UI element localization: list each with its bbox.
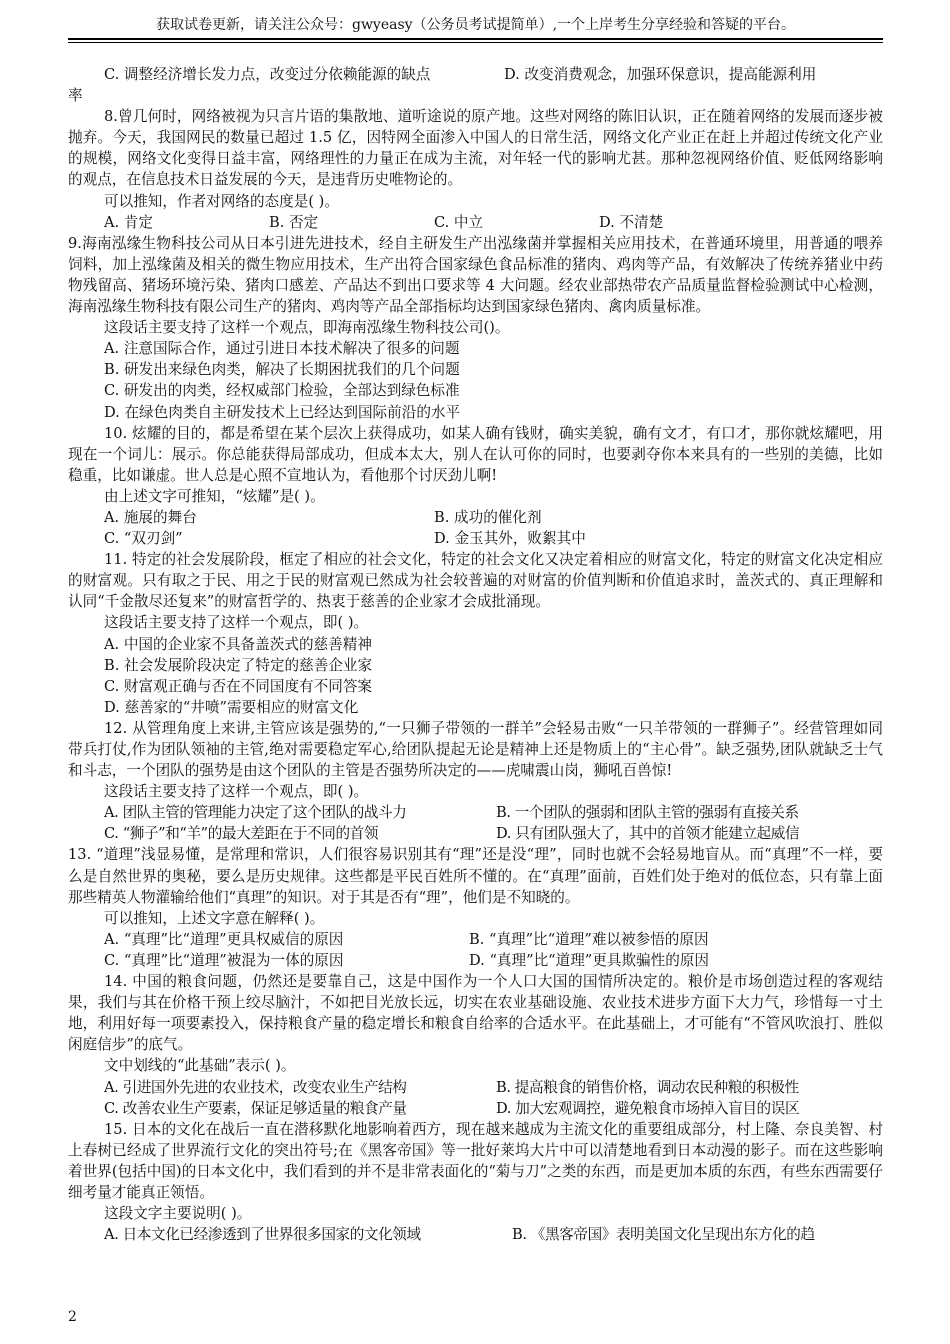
q9-option-b: B. 研发出来绿色肉类，解决了长期困扰我们的几个问题: [104, 361, 460, 379]
q11-option-d: D. 慈善家的“井喷”需要相应的财富文化: [104, 698, 359, 716]
q12-passage: 12. 从管理角度上来讲,主管应该是强势的,“一只狮子带领的一群羊”会轻易击败“一只羊带领的一群狮子”。经营管理如同带兵打仗,作为团队领袖的主管,绝对需要稳定军心,给团队提起无论是精神上还是物质上的“主心骨”。缺乏强势,团队就缺乏士气和斗志，一个团队的强势是由这个团队的主管是否强势所决定的——虎啸震山岗，狮吼百兽惊!: [68, 719, 883, 780]
page-header: 获取试卷更新，请关注公众号：gwyeasy（公务员考试提简单）,一个上岸考生分享经验和答疑的平台。: [155, 17, 796, 33]
q13-option-b: B. “真理”比“道理”难以被参悟的原因: [469, 930, 709, 948]
q12-options-row2: [68, 823, 883, 844]
q12-option-c: C. “狮子”和“羊”的最大差距在于不同的首领: [104, 825, 379, 843]
q9-option-c: C. 研发出的肉类，经权威部门检验，全部达到绿色标准: [104, 382, 460, 400]
q11-option-a: A. 中国的企业家不具备盖茨式的慈善精神: [104, 635, 372, 653]
q8-option-c: C. 中立: [434, 213, 484, 231]
q10-question: 由上述文字可推知，“炫耀”是( )。: [104, 487, 325, 505]
q13-option-a: A. “真理”比“道理”更具权威信的原因: [104, 930, 344, 948]
q14-option-b: B. 提高粮食的销售价格，调动农民种粮的积极性: [496, 1078, 799, 1096]
q11-passage: 11. 特定的社会发展阶段，框定了相应的社会文化，特定的社会文化又决定着相应的财富文化，特定的财富文化决定相应的财富观。只有取之于民、用之于民的财富观已然成为社会较普遍的对财富的价值判断和价值追求时，盖茨式的、真正理解和认同“千金散尽还复来”的财富哲学的、热衷于慈善的企业家才会成批涌现。: [68, 551, 883, 611]
q15-option-b: B. 《黑客帝国》表明美国文化呈现出东方化的趋: [512, 1226, 815, 1244]
q12-options-row1: [68, 802, 883, 823]
header-rule-thin: [68, 42, 883, 43]
q9-option-a: A. 注意国际合作，通过引进日本技术解决了很多的问题: [104, 340, 460, 358]
q9-question: 这段话主要支持了这样一个观点，即海南泓缘生物科技公司()。: [104, 319, 510, 337]
q12-question: 这段话主要支持了这样一个观点，即( )。: [104, 783, 369, 801]
q10-passage: 10. 炫耀的目的，都是希望在某个层次上获得成功，如某人确有钱财，确实美貌，确有文才，有口才，那你就炫耀吧，用现在一个词儿：展示。你总能获得局部成功，但成本太大，别人在认可你的同时，也要剥夺你本来具有的一些别的美德，比如稳重，比如谦虚。世人总是心照不宣地认为，看他那个讨厌劲儿啊!: [68, 424, 883, 484]
q14-options-row2: [68, 1098, 883, 1119]
q10-option-c: C. “双刃剑”: [104, 530, 183, 548]
q13-passage: 13. “道理”浅显易懂，是常理和常识，人们很容易识别其有“理”还是没“理”，同时也就不会轻易地盲从。而“真理”不一样，要么是自然世界的奥秘，要么是历史规律。这些都是平民百姓所不懂的。在“真理”面前，百姓们处于绝对的低位态，只有靠上面那些精英人物灌输给他们“真理”的知识。对于其是否有“理”，他们是不知晓的。: [68, 846, 883, 906]
q8-option-b: B. 否定: [269, 213, 319, 231]
q13-options-row2: [68, 950, 883, 971]
q11-option-b: B. 社会发展阶段决定了特定的慈善企业家: [104, 656, 373, 674]
q7-option-d-wrap: 率: [68, 87, 83, 105]
q8-option-d: D. 不清楚: [599, 213, 664, 231]
q9-passage: 9.海南泓缘生物科技公司从日本引进先进技术，经自主研发生产出泓缘菌并掌握相关应用技术，在普通环境里，用普通的喂养饲料，加上泓缘菌及相关的微生物应用技术，生产出符合国家绿色食品标准的猪肉、鸡肉等产品，有效解决了传统养猪业中药物残留高、猪场环境污染、猪肉口感差、产品达不到出口要求等 4 大问题。经农业部热带农产品质量监督检验测试中心检测，海南泓缘生物科技有限公司生产的猪肉、鸡肉等产品全部指标均达到国家绿色猪肉、禽肉质量标准。: [68, 234, 883, 316]
page-body: [68, 64, 883, 1245]
q8-option-a: A. 肯定: [104, 213, 154, 231]
q8-question: 可以推知，作者对网络的态度是( )。: [104, 192, 339, 210]
q15-passage: 15. 日本的文化在战后一直在潜移默化地影响着西方，现在越来越成为主流文化的重要组成部分，村上隆、奈良美智、村上春树已经成了世界流行文化的突出符号;在《黑客帝国》等一批好莱坞大片中可以清楚地看到日本动漫的影子。而在这些影响着世界(包括中国)的日本文化中，我们看到的并不是非常表面化的“菊与刀”之类的东西，而是更加本质的东西，有些东西需要仔细考量才能真正领悟。: [68, 1120, 883, 1201]
q9-option-d: D. 在绿色肉类自主研发技术上已经达到国际前沿的水平: [104, 403, 461, 421]
q13-question: 可以推知，上述文字意在解释( )。: [104, 909, 325, 927]
q12-option-d: D. 只有团队强大了，其中的首领才能建立起威信: [496, 825, 800, 843]
q14-option-a: A. 引进国外先进的农业技术，改变农业生产结构: [104, 1078, 407, 1096]
q11-option-c: C. 财富观正确与否在不同国度有不同答案: [104, 677, 373, 695]
q13-option-c: C. “真理”比“道理”被混为一体的原因: [104, 951, 344, 969]
q14-options-row1: [68, 1077, 883, 1098]
q15-question: 这段文字主要说明( )。: [104, 1205, 252, 1223]
q10-option-b: B. 成功的催化剂: [434, 508, 542, 526]
q12-option-a: A. 团队主管的管理能力决定了这个团队的战斗力: [104, 804, 407, 822]
page-number: 2: [68, 1309, 77, 1325]
q10-option-a: A. 施展的舞台: [104, 508, 197, 526]
q10-options-row1: [68, 507, 883, 528]
q10-option-d: D. 金玉其外，败絮其中: [434, 530, 586, 548]
q15-option-a: A. 日本文化已经渗透到了世界很多国家的文化领域: [104, 1226, 421, 1244]
q7-option-d: D. 改变消费观念，加强环保意识，提高能源利用: [504, 66, 817, 83]
q15-options-row1: [68, 1224, 883, 1245]
q7-option-c: C. 调整经济增长发力点，改变过分依赖能源的缺点: [104, 66, 431, 83]
q14-passage: 14. 中国的粮食问题，仍然还是要靠自己，这是中国作为一个人口大国的国情所决定的。粮价是市场创造过程的客观结果，我们与其在价格干预上绞尽脑汁，不如把目光放长远，切实在农业基础设施、农业技术进步方面下大力气，珍惜每一寸土地，利用好每一项要素投入，保持粮食产量的稳定增长和粮食自给率的合适水平。在此基础上，才可能有“不管风吹浪打、胜似闲庭信步”的底气。: [68, 973, 883, 1054]
q7-options-row: [68, 64, 883, 85]
q11-question: 这段话主要支持了这样一个观点，即( )。: [104, 614, 369, 632]
q10-options-row2: [68, 528, 883, 549]
q8-passage: 8.曾几何时，网络被视为只言片语的集散地、道听途说的原产地。这些对网络的陈旧认识，正在随着网络的发展而逐步被抛弃。今天，我国网民的数量已超过 1.5 亿，因特网全面渗入中国人的日常生活，网络文化产业正在赶上并超过传统文化产业的规模，网络文化变得日益丰富，网络理性的力量正在成为主流，对年轻一代的影响尤甚。那种忽视网络价值、贬低网络影响的观点，在信息技术日益发展的今天，是违背历史唯物论的。: [68, 108, 883, 189]
header-rule-thick: [68, 38, 883, 40]
q14-option-d: D. 加大宏观调控，避免粮食市场掉入盲目的误区: [496, 1099, 800, 1117]
q14-question: 文中划线的“此基础”表示( )。: [104, 1057, 296, 1075]
q14-option-c: C. 改善农业生产要素，保证足够适量的粮食产量: [104, 1099, 407, 1117]
q13-option-d: D. “真理”比“道理”更具欺骗性的原因: [469, 951, 710, 969]
q8-options: [68, 212, 883, 233]
q13-options-row1: [68, 929, 883, 950]
q12-option-b: B. 一个团队的强弱和团队主管的强弱有直接关系: [496, 804, 799, 822]
